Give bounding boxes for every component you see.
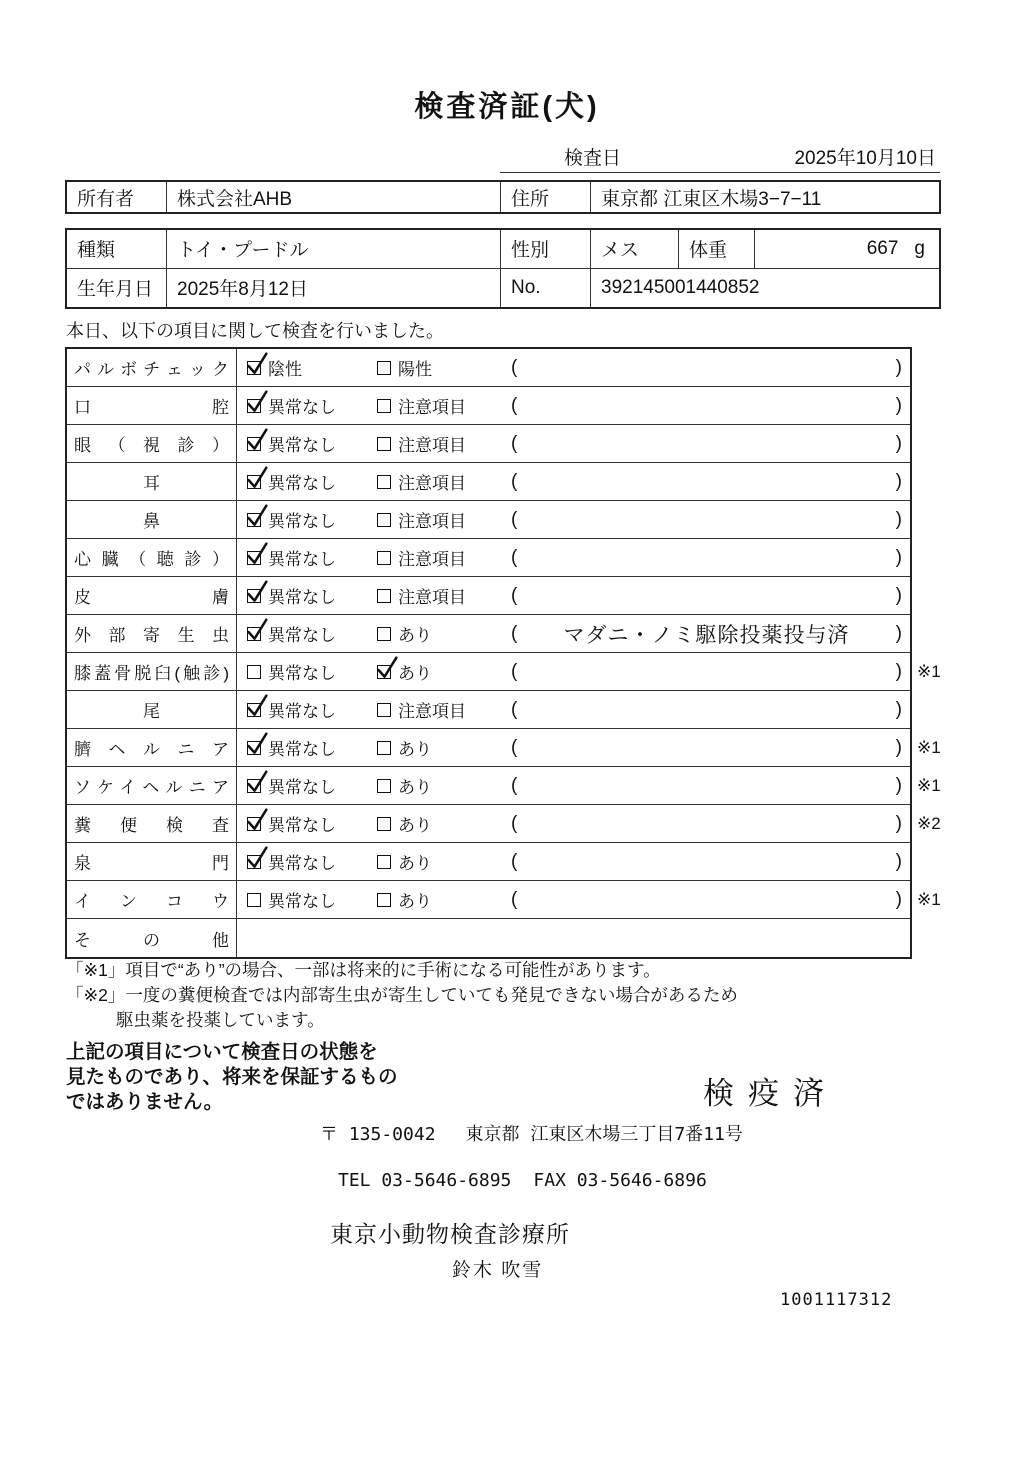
exam-date-value: 2025年10月10日: [794, 147, 936, 169]
exam-item-label-cell: [67, 805, 237, 842]
checkbox-icon[interactable]: [247, 589, 261, 603]
exam-item-label-cell: [67, 577, 237, 614]
exam-option-primary-label: 異常なし: [268, 626, 336, 645]
disclaimer-line3: ではありません。: [66, 1091, 224, 1113]
exam-option-secondary: [367, 577, 503, 614]
exam-item-label-cell: [67, 843, 237, 880]
exam-option-secondary-label: 注意項目: [398, 436, 466, 455]
paren-open: (: [511, 356, 518, 378]
paren-open: (: [511, 470, 518, 492]
exam-option-primary: [237, 577, 367, 614]
exam-result-field: [503, 767, 910, 804]
paren-open: (: [511, 394, 518, 416]
exam-item-label: インコウ: [74, 892, 229, 911]
exam-item-label: 皮膚: [74, 588, 229, 607]
checkbox-icon[interactable]: [377, 893, 391, 907]
exam-option-secondary: [367, 881, 503, 918]
exam-option-secondary-label: あり: [398, 740, 432, 759]
row-footnote-ref: ※2: [917, 813, 941, 833]
check-mark-icon: [246, 580, 267, 603]
exam-option-primary: [237, 463, 367, 500]
exam-option-secondary-label: あり: [398, 816, 432, 835]
exam-item-label-cell: [67, 387, 237, 424]
exam-item-label-cell: [67, 729, 237, 766]
exam-item-label-cell: [67, 501, 237, 538]
checkbox-icon[interactable]: [247, 741, 261, 755]
paren-open: (: [511, 774, 518, 796]
exam-option-primary-label: 異常なし: [268, 550, 336, 569]
exam-item-label-cell: [67, 691, 237, 728]
row-footnote-ref: ※1: [917, 661, 941, 681]
exam-option-secondary: [367, 805, 503, 842]
page-title: 検査済証(犬): [414, 91, 600, 123]
exam-table-row: [67, 653, 941, 691]
checkbox-icon[interactable]: [377, 779, 391, 793]
exam-option-primary-label: 陰性: [268, 360, 302, 379]
exam-option-secondary: [367, 615, 503, 652]
exam-table-row: [67, 767, 941, 805]
exam-item-label: 心臓（聴診）: [74, 550, 229, 569]
row-footnote-ref: ※1: [917, 737, 941, 757]
footnote-2-line1: 「※2」一度の糞便検査では内部寄生虫が寄生していても発見できない場合があるため: [66, 985, 738, 1005]
exam-item-label: 膝蓋骨脱臼(触診): [74, 664, 229, 683]
pet-weight-value: 667: [866, 237, 899, 259]
paren-open: (: [511, 546, 518, 568]
checkbox-icon[interactable]: [377, 551, 391, 565]
paren-open: (: [511, 812, 518, 834]
checkbox-icon[interactable]: [247, 665, 261, 679]
exam-item-label-cell: [67, 539, 237, 576]
exam-option-secondary: [367, 691, 503, 728]
veterinarian-name: 鈴木 吹雪: [452, 1260, 544, 1281]
footnotes: [66, 958, 738, 1033]
checkbox-icon[interactable]: [247, 551, 261, 565]
owner-section: [65, 180, 941, 214]
exam-option-primary: [237, 501, 367, 538]
exam-option-secondary: [367, 539, 503, 576]
exam-result-field: [503, 919, 910, 957]
exam-result-field: [503, 387, 910, 424]
owner-name: 株式会社AHB: [167, 182, 501, 212]
paren-close: ): [895, 888, 902, 910]
exam-result-text: マダニ・ノミ駆除投薬投与済: [563, 623, 850, 647]
paren-close: ): [895, 812, 902, 834]
exam-result-field: [503, 881, 910, 918]
exam-option-primary: [237, 881, 367, 918]
pet-weight-cell: [755, 230, 939, 268]
paren-close: ): [895, 356, 902, 378]
checkbox-icon[interactable]: [377, 627, 391, 641]
paren-open: (: [511, 850, 518, 872]
check-mark-icon: [246, 732, 267, 755]
checkbox-icon[interactable]: [377, 361, 391, 375]
exam-item-label-cell: [67, 425, 237, 462]
check-mark-icon: [376, 656, 397, 679]
exam-table: [65, 347, 941, 959]
paren-open: (: [511, 584, 518, 606]
exam-option-primary: [237, 349, 367, 386]
exam-option-secondary-label: あり: [398, 778, 432, 797]
exam-result-field: [503, 501, 910, 538]
paren-open: (: [511, 622, 518, 644]
exam-item-label-cell: [67, 615, 237, 652]
exam-option-primary: [237, 843, 367, 880]
exam-option-secondary-label: 注意項目: [398, 588, 466, 607]
footnote-2-line2: 駆虫薬を投薬しています。: [116, 1010, 325, 1030]
exam-table-row: [67, 843, 910, 881]
checkbox-icon[interactable]: [377, 399, 391, 413]
exam-table-row: [67, 919, 910, 957]
exam-option-secondary-label: あり: [398, 854, 432, 873]
paren-close: ): [895, 508, 902, 530]
pet-birth-label: 生年月日: [67, 269, 167, 308]
paren-open: (: [511, 508, 518, 530]
checkbox-icon[interactable]: [247, 475, 261, 489]
exam-option-secondary: [367, 425, 503, 462]
exam-option-secondary: [367, 387, 503, 424]
exam-option-secondary: [367, 463, 503, 500]
paren-open: (: [511, 432, 518, 454]
exam-option-secondary-label: 注意項目: [398, 474, 466, 493]
exam-table-row: [67, 349, 910, 387]
exam-option-primary: [237, 767, 367, 804]
pet-no: 392145001440852: [601, 276, 760, 298]
clinic-address-line: [320, 1120, 743, 1146]
exam-result-field: [503, 349, 910, 386]
exam-option-primary: [237, 691, 367, 728]
clinic-fax: FAX 03-5646-6896: [533, 1170, 707, 1191]
pet-type-label: 種類: [67, 230, 167, 268]
clinic-tel: TEL 03-5646-6895: [338, 1170, 512, 1191]
exam-option-secondary-label: あり: [398, 664, 432, 683]
exam-option-primary-label: 異常なし: [268, 778, 336, 797]
exam-item-label-cell: [67, 881, 237, 918]
pet-birth: 2025年8月12日: [167, 269, 501, 308]
exam-option-secondary-label: 注意項目: [398, 398, 466, 417]
checkbox-icon[interactable]: [247, 627, 261, 641]
exam-item-label-cell: [67, 463, 237, 500]
exam-option-primary-label: 異常なし: [268, 664, 336, 683]
checkbox-icon[interactable]: [247, 855, 261, 869]
exam-result-field: [503, 843, 910, 880]
paren-open: (: [511, 698, 518, 720]
exam-option-secondary-label: あり: [398, 626, 432, 645]
checkbox-icon[interactable]: [377, 703, 391, 717]
pet-sex-label: 性別: [501, 230, 591, 268]
exam-option-primary: [237, 805, 367, 842]
exam-option-secondary: [367, 767, 503, 804]
exam-result-field: [503, 425, 910, 462]
exam-item-label: 口腔: [74, 398, 229, 417]
paren-open: (: [511, 888, 518, 910]
exam-option-primary-label: 異常なし: [268, 588, 336, 607]
exam-item-label-cell: [67, 349, 237, 386]
exam-table-row: [67, 463, 910, 501]
exam-result-field: [503, 615, 910, 652]
exam-option-primary-label: 異常なし: [268, 436, 336, 455]
owner-address-label: 住所: [501, 182, 591, 212]
exam-option-primary: [237, 729, 367, 766]
paren-open: (: [511, 736, 518, 758]
exam-result-field: [503, 463, 910, 500]
pet-section: [65, 228, 941, 309]
pet-weight-unit: g: [914, 237, 925, 259]
check-mark-icon: [246, 390, 267, 413]
exam-item-label: 泉門: [74, 854, 229, 873]
exam-result-field: [503, 729, 910, 766]
exam-option-secondary-label: あり: [398, 892, 432, 911]
pet-sex: メス: [591, 230, 679, 268]
exam-date-label: 検査日: [564, 147, 622, 169]
checkbox-icon[interactable]: [377, 475, 391, 489]
exam-table-row: [67, 387, 910, 425]
exam-option-primary-label: 異常なし: [268, 854, 336, 873]
clinic-contact-line: [338, 1170, 707, 1191]
exam-table-row: [67, 615, 910, 653]
exam-item-label-cell: [67, 767, 237, 804]
paren-close: ): [895, 546, 902, 568]
exam-table-row: [67, 577, 910, 615]
exam-option-primary-label: 異常なし: [268, 398, 336, 417]
check-mark-icon: [246, 770, 267, 793]
pet-row-type: [67, 230, 939, 269]
exam-item-label: 眼（視診）: [74, 436, 229, 455]
exam-option-secondary-label: 注意項目: [398, 702, 466, 721]
exam-option-primary: [237, 615, 367, 652]
exam-option-secondary: [367, 843, 503, 880]
paren-close: ): [895, 850, 902, 872]
exam-result-field: [503, 691, 910, 728]
disclaimer: [66, 1040, 398, 1115]
exam-option-secondary: [367, 919, 503, 957]
exam-option-primary-label: 異常なし: [268, 740, 336, 759]
disclaimer-line1: 上記の項目について検査日の状態を: [66, 1041, 378, 1063]
exam-option-primary-label: 異常なし: [268, 512, 336, 531]
row-footnote-ref: ※1: [917, 775, 941, 795]
exam-option-secondary: [367, 729, 503, 766]
checkbox-icon[interactable]: [247, 361, 261, 375]
check-mark-icon: [246, 504, 267, 527]
exam-option-primary-label: 異常なし: [268, 892, 336, 911]
owner-address: 東京都 江東区木場3−7−11: [601, 188, 822, 210]
check-mark-icon: [246, 808, 267, 831]
exam-option-primary: [237, 387, 367, 424]
checkbox-icon[interactable]: [247, 779, 261, 793]
check-mark-icon: [246, 846, 267, 869]
exam-item-label-cell: [67, 919, 237, 957]
check-mark-icon: [246, 694, 267, 717]
checkbox-icon[interactable]: [247, 817, 261, 831]
exam-option-primary-label: 異常なし: [268, 474, 336, 493]
checkbox-icon[interactable]: [377, 437, 391, 451]
exam-item-label: その他: [74, 930, 229, 950]
exam-option-secondary-label: 注意項目: [398, 512, 466, 531]
paren-open: (: [511, 660, 518, 682]
footnote-1: 「※1」項目で“あり”の場合、一部は将来的に手術になる可能性があります。: [66, 960, 661, 980]
checkbox-icon[interactable]: [247, 437, 261, 451]
exam-option-secondary-label: 陽性: [398, 360, 432, 379]
paren-close: ): [895, 584, 902, 606]
paren-close: ): [895, 698, 902, 720]
paren-close: ): [895, 660, 902, 682]
exam-item-label: 糞便検査: [74, 816, 229, 835]
exam-option-primary: [237, 653, 367, 690]
disclaimer-line2: 見たものであり、将来を保証するもの: [66, 1066, 398, 1088]
exam-option-secondary: [367, 501, 503, 538]
exam-table-row: [67, 501, 910, 539]
checkbox-icon[interactable]: [377, 855, 391, 869]
exam-option-primary: [237, 539, 367, 576]
checkbox-icon[interactable]: [377, 589, 391, 603]
owner-label: 所有者: [67, 182, 167, 212]
exam-table-row: [67, 691, 910, 729]
check-mark-icon: [246, 542, 267, 565]
check-mark-icon: [246, 352, 267, 375]
exam-table-row: [67, 805, 941, 843]
exam-option-primary: [237, 919, 367, 957]
exam-result-field: [503, 577, 910, 614]
exam-table-row: [67, 539, 910, 577]
exam-option-primary-label: 異常なし: [268, 816, 336, 835]
exam-option-secondary: [367, 349, 503, 386]
exam-item-label-cell: [67, 653, 237, 690]
exam-item-label: 外部寄生虫: [74, 626, 229, 645]
paren-close: ): [895, 470, 902, 492]
exam-result-field: [503, 539, 910, 576]
exam-result-field: [503, 653, 910, 690]
exam-table-row: [67, 729, 941, 767]
intro-text: 本日、以下の項目に関して検査を行いました。: [66, 321, 444, 341]
checkbox-icon[interactable]: [247, 703, 261, 717]
paren-close: ): [895, 774, 902, 796]
exam-item-label: 鼻: [143, 512, 160, 531]
pet-row-birth: [67, 269, 939, 308]
row-footnote-ref: ※1: [917, 889, 941, 909]
exam-item-label: 耳: [143, 474, 160, 493]
check-mark-icon: [246, 618, 267, 641]
clinic-address: 東京都 江東区木場三丁目7番11号: [465, 1124, 743, 1145]
clinic-postal-code: 〒 135-0042: [320, 1124, 436, 1145]
paren-close: ): [895, 622, 902, 644]
checkbox-icon[interactable]: [247, 893, 261, 907]
exam-option-secondary: [367, 653, 503, 690]
paren-close: ): [895, 736, 902, 758]
pet-type: トイ・プードル: [167, 230, 501, 268]
exam-option-primary-label: 異常なし: [268, 702, 336, 721]
exam-option-primary: [237, 425, 367, 462]
checkbox-icon[interactable]: [377, 665, 391, 679]
exam-option-secondary-label: 注意項目: [398, 550, 466, 569]
paren-close: ): [895, 394, 902, 416]
checkbox-icon[interactable]: [377, 817, 391, 831]
checkbox-icon[interactable]: [377, 513, 391, 527]
checkbox-icon[interactable]: [247, 399, 261, 413]
quarantine-stamp: 検疫済: [703, 1076, 838, 1111]
exam-table-row: [67, 881, 941, 919]
paren-close: ): [895, 432, 902, 454]
exam-item-label: パルボチェック: [74, 360, 229, 379]
clinic-name: 東京小動物検査診療所: [330, 1221, 570, 1247]
checkbox-icon[interactable]: [377, 741, 391, 755]
exam-item-label: ソケイヘルニア: [74, 778, 229, 797]
pet-no-label: No.: [501, 269, 591, 308]
exam-table-row: [67, 425, 910, 463]
serial-number: 1001117312: [780, 1290, 893, 1310]
check-mark-icon: [246, 428, 267, 451]
exam-item-label: 臍ヘルニア: [74, 740, 229, 759]
check-mark-icon: [246, 466, 267, 489]
exam-result-field: [503, 805, 910, 842]
checkbox-icon[interactable]: [247, 513, 261, 527]
exam-item-label: 尾: [143, 702, 160, 721]
pet-weight-label: 体重: [679, 230, 755, 268]
exam-date-row: [500, 140, 940, 173]
